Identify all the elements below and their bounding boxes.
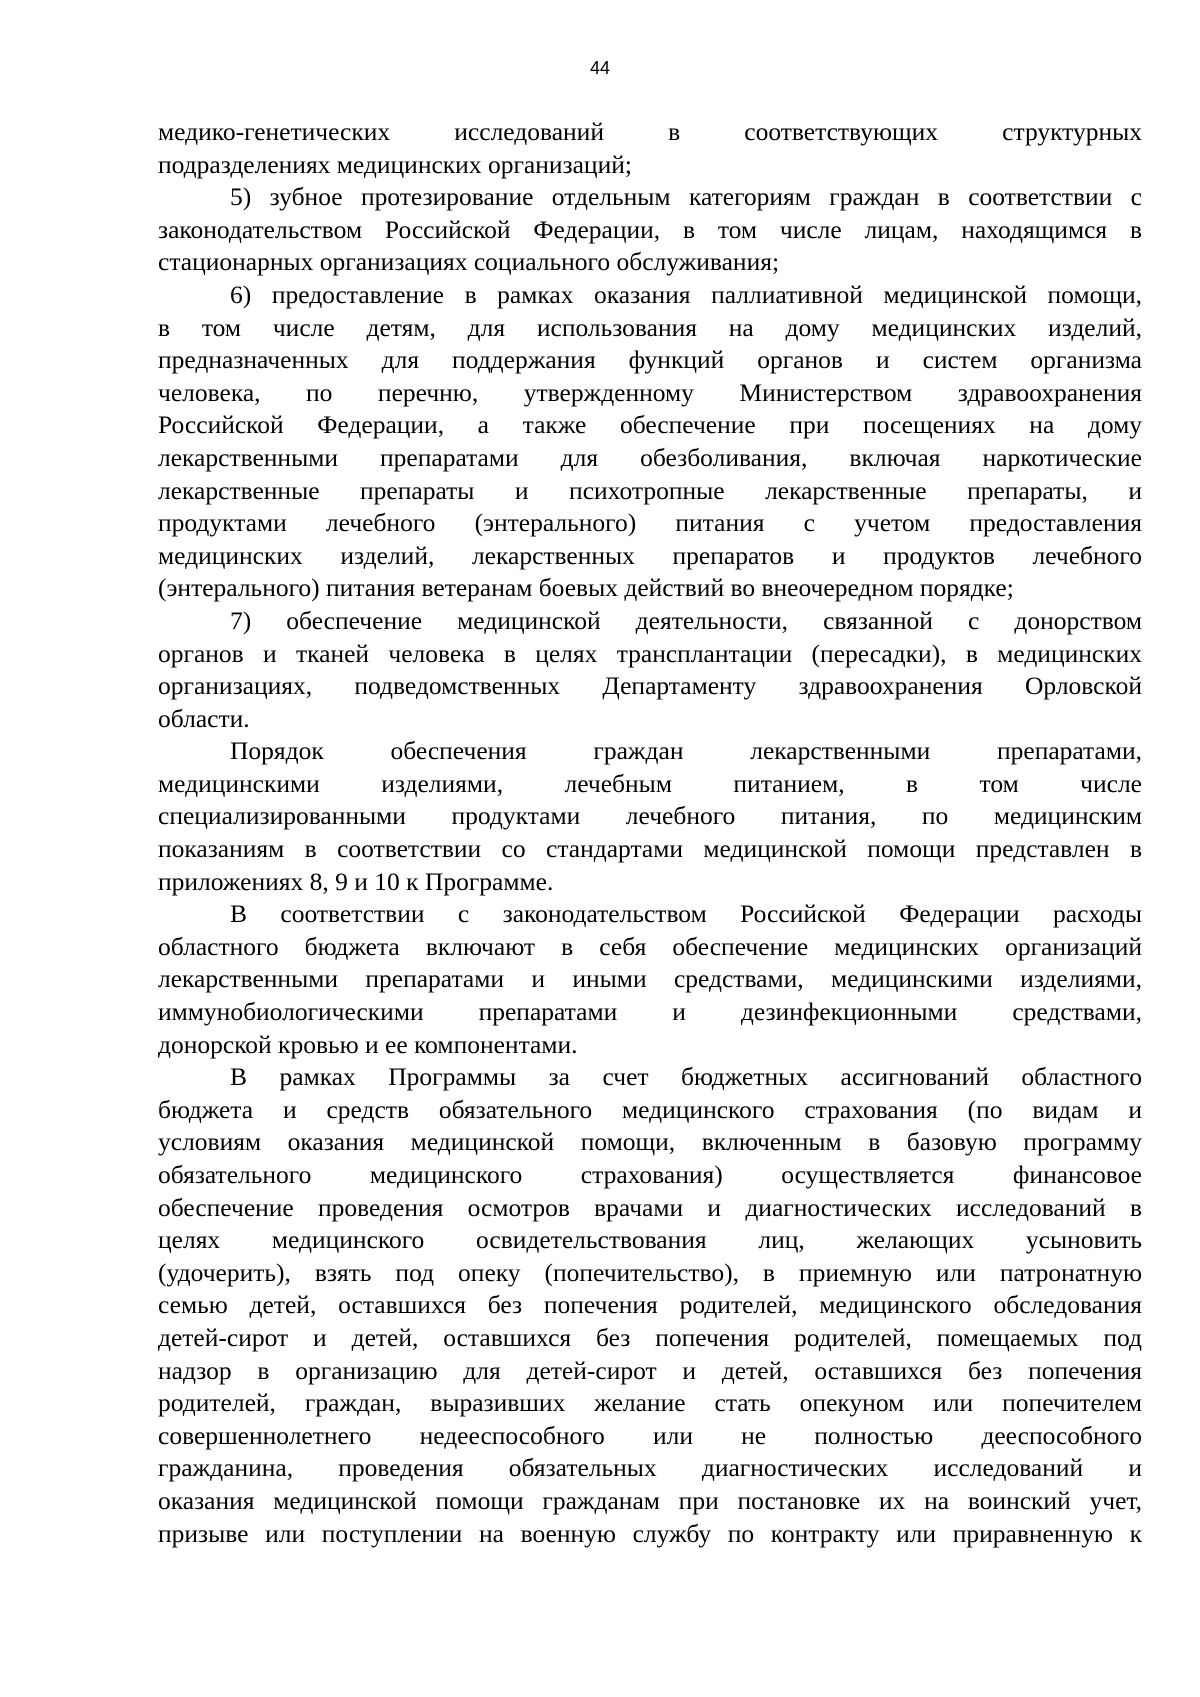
text-line: иммунобиологическими препаратами и дезинфекционными средствами, [158,997,1142,1027]
paragraph-5 [158,735,1142,898]
paragraph-4 [158,605,1142,735]
text-line: организациях, подведомственных Департаменту здравоохранения Орловской [158,671,1142,701]
text-line: законодательством Российской Федерации, в том числе лицам, находящимся в [158,214,1142,244]
text-line: оказания медицинской помощи гражданам при постановке их на воинский учет, [158,1485,1142,1515]
text-line: медико-генетических исследований в соответствующих структурных [158,117,1142,146]
text-line: совершеннолетнего недееспособного или не полностью дееспособного [158,1420,1142,1450]
paragraph-7 [158,1061,1142,1550]
document-body [158,116,1142,1550]
text-line: органов и тканей человека в целях трансплантации (пересадки), в медицинских [158,638,1142,668]
text-line: предназначенных для поддержания функций органов и систем организма [158,345,1142,375]
text-line: обеспечение проведения осмотров врачами и диагностических исследований в [158,1192,1142,1222]
text-line: медицинскими изделиями, лечебным питанием, в том числе [158,768,1142,798]
text-line: показаниям в соответствии со стандартами медицинской помощи представлен в [158,834,1142,864]
text-line: донорской кровью и ее компонентами. [158,1029,578,1059]
text-line: целях медицинского освидетельствования лиц, желающих усыновить [158,1225,1142,1255]
text-line: области. [158,703,250,733]
text-line: В рамках Программы за счет бюджетных ассигнований областного [230,1062,1142,1092]
text-line: В соответствии с законодательством Российской Федерации расходы [230,899,1142,929]
text-line: детей-сирот и детей, оставшихся без попечения родителей, помещаемых под [158,1322,1142,1352]
text-line: призыве или поступлении на военную службу по контракту или приравненную к [158,1518,1142,1548]
text-line: медицинских изделий, лекарственных препаратов и продуктов лечебного [158,540,1142,570]
text-line: стационарных организациях социального обслуживания; [158,247,780,277]
paragraph-6 [158,898,1142,1061]
text-line: продуктами лечебного (энтерального) питания с учетом предоставления [158,508,1142,538]
text-line: приложениях 8, 9 и 10 к Программе. [158,866,554,896]
text-line: лекарственными препаратами для обезболивания, включая наркотические [158,442,1142,472]
text-line: областного бюджета включают в себя обеспечение медицинских организаций [158,931,1142,961]
text-line: в том числе детям, для использования на дому медицинских изделий, [158,312,1142,342]
text-line: лекарственными препаратами и иными средствами, медицинскими изделиями, [158,964,1142,994]
text-line: (энтерального) питания ветеранам боевых действий во внеочередном порядке; [158,573,1014,603]
paragraph-3 [158,279,1142,605]
paragraph-2 [158,181,1142,279]
text-line: Порядок обеспечения граждан лекарственными препаратами, [230,736,1142,766]
text-line: 6) предоставление в рамках оказания паллиативной медицинской помощи, [230,279,1142,309]
text-line: 5) зубное протезирование отдельным категориям граждан в соответствии с [230,182,1142,212]
paragraph-1 [158,116,1142,181]
text-line: бюджета и средств обязательного медицинского страхования (по видам и [158,1094,1142,1124]
text-line: надзор в организацию для детей-сирот и детей, оставшихся без попечения [158,1355,1142,1385]
text-line: (удочерить), взять под опеку (попечительство), в приемную или патронатную [158,1257,1142,1287]
text-line: условиям оказания медицинской помощи, включенным в базовую программу [158,1127,1142,1157]
text-line: родителей, граждан, выразивших желание стать опекуном или попечителем [158,1388,1142,1418]
text-line: 7) обеспечение медицинской деятельности, связанной с донорством [230,605,1142,635]
text-line: гражданина, проведения обязательных диагностических исследований и [158,1453,1142,1483]
text-line: специализированными продуктами лечебного питания, по медицинским [158,801,1142,831]
text-line: семью детей, оставшихся без попечения родителей, медицинского обследования [158,1290,1142,1320]
text-line: Российской Федерации, а также обеспечение при посещениях на дому [158,410,1142,440]
text-line: лекарственные препараты и психотропные лекарственные препараты, и [158,475,1142,505]
text-line: человека, по перечню, утвержденному Министерством здравоохранения [158,377,1142,407]
text-line: обязательного медицинского страхования) осуществляется финансовое [158,1160,1142,1189]
page-number: 44 [589,58,611,78]
text-line: подразделениях медицинских организаций; [158,149,632,179]
